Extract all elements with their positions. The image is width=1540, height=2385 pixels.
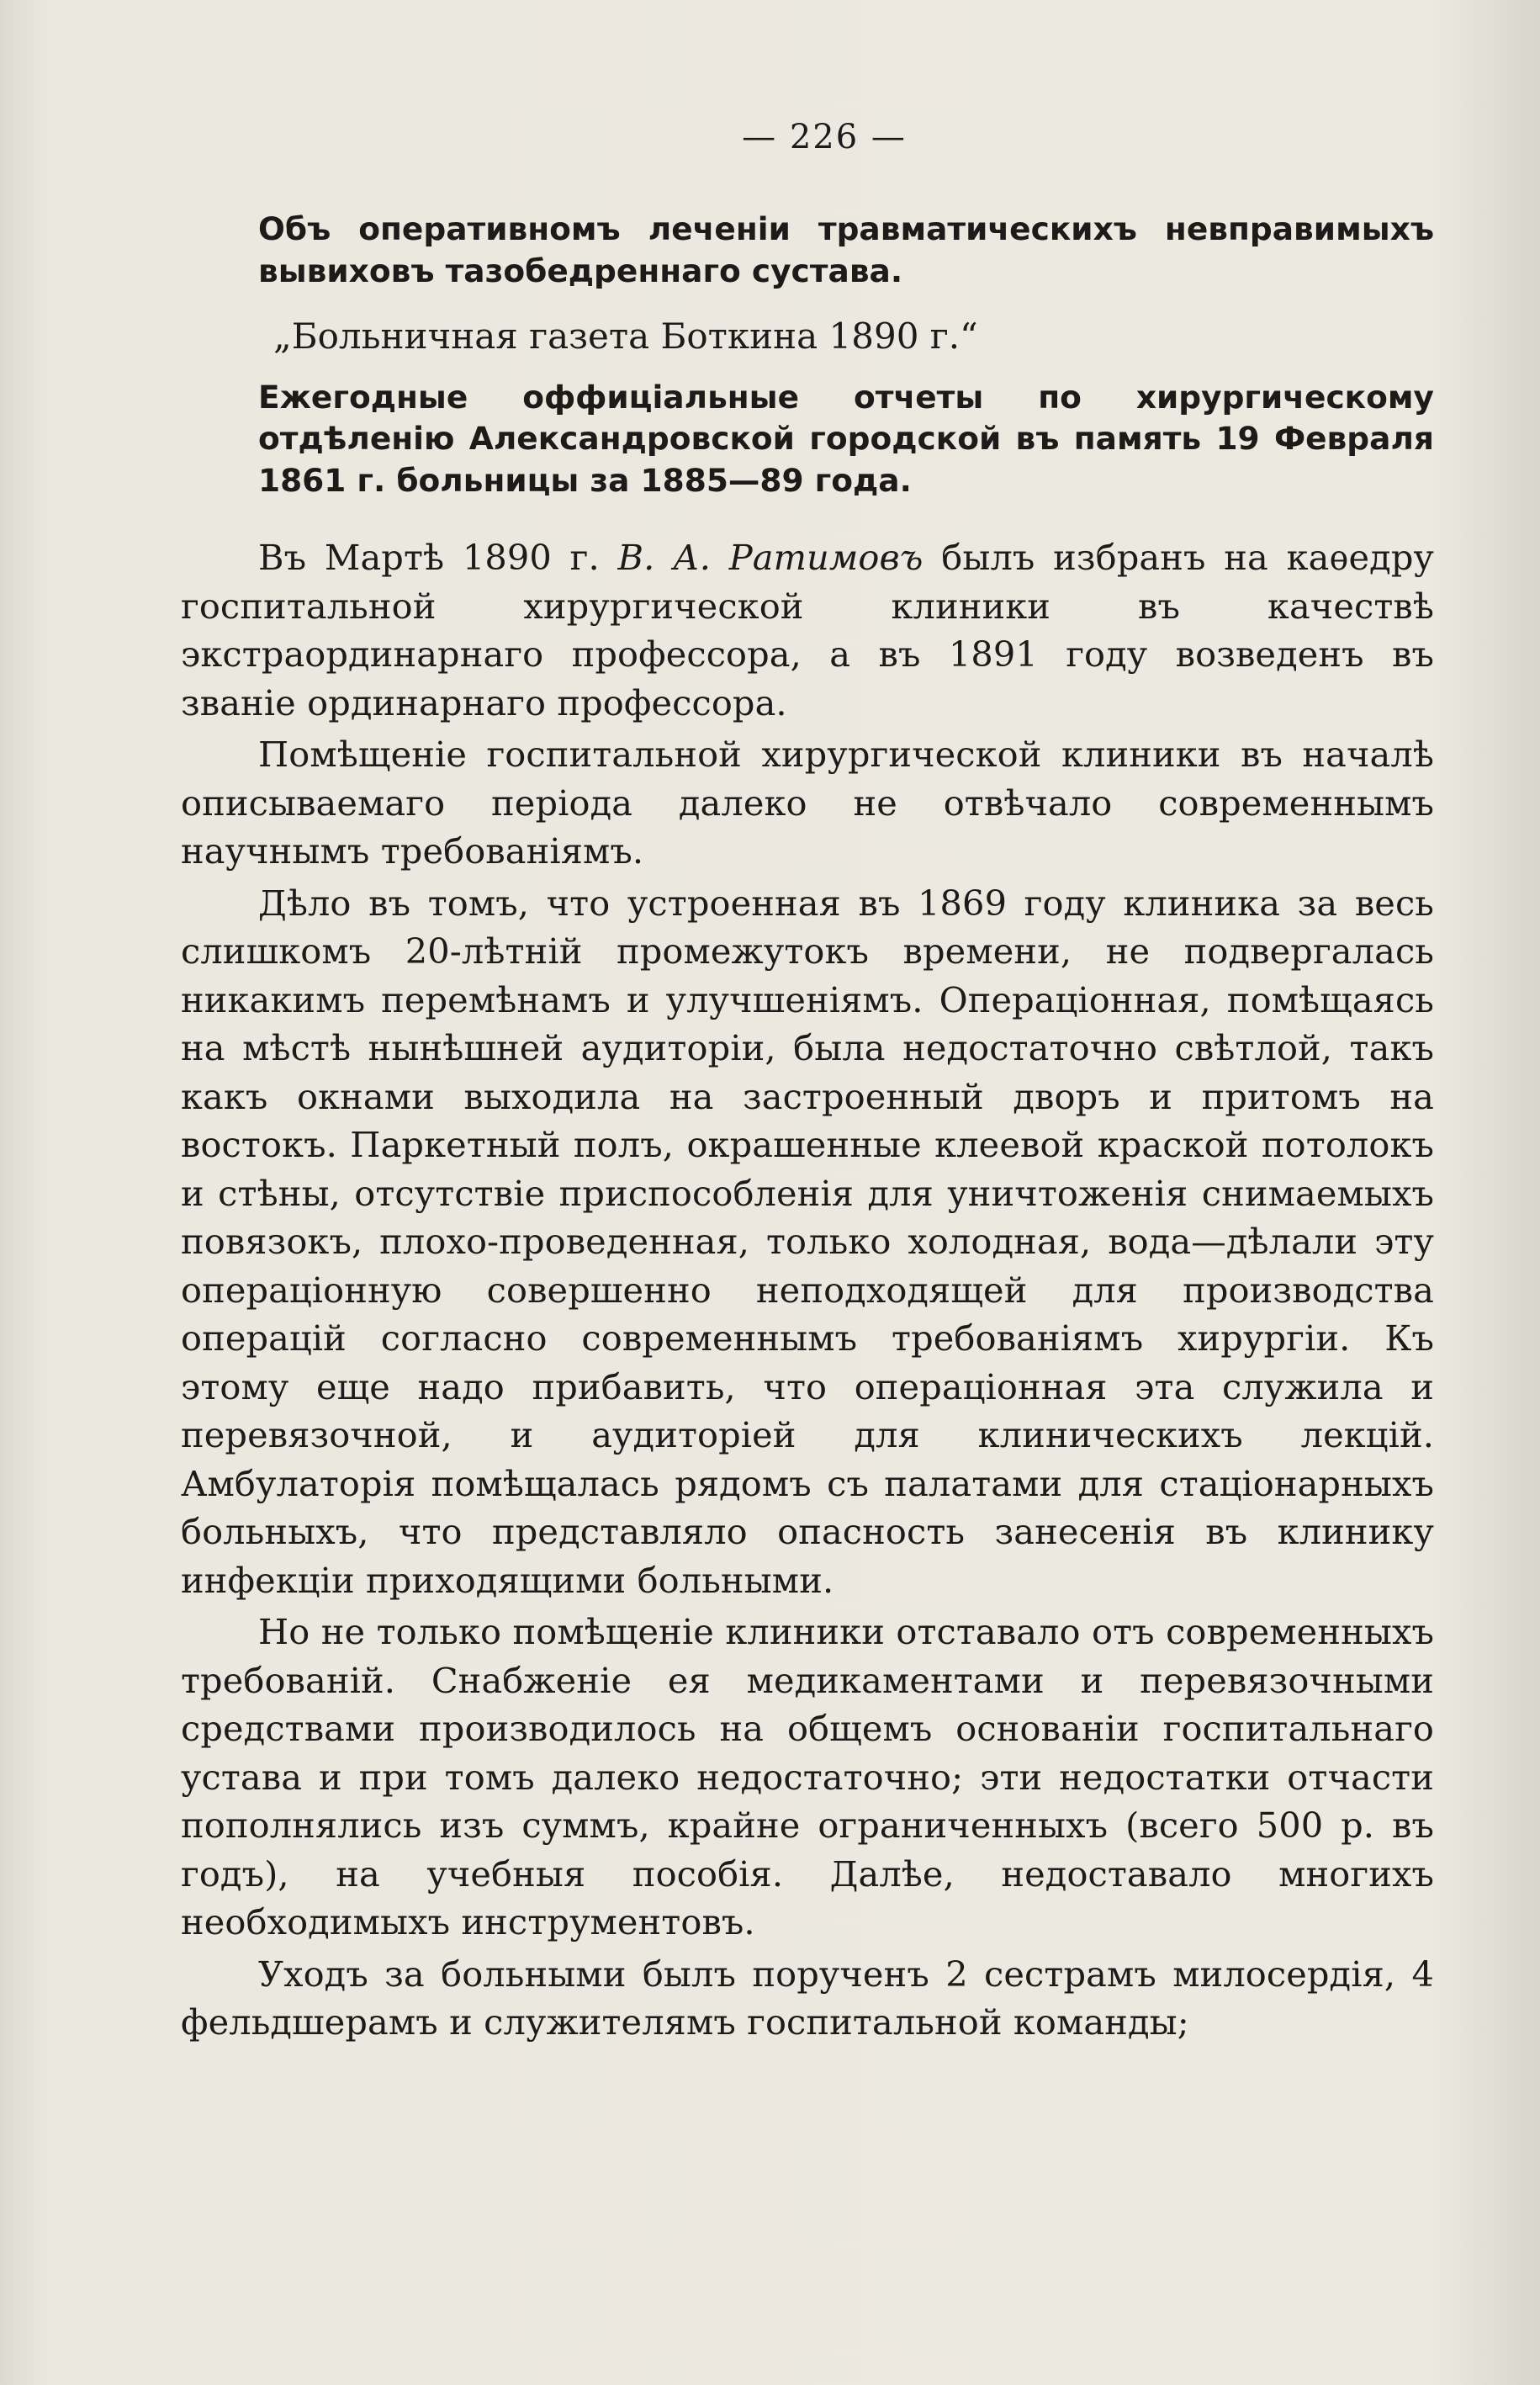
paragraph-1-start: Въ Мартѣ 1890 г. xyxy=(258,537,618,579)
paragraph-3: Дѣло въ томъ, что устроенная въ 1869 году клиника за весь слишкомъ 20-лѣтній промежутокъ времени, не подвергалась никакимъ перемѣнамъ и улучшеніямъ. Операціонная, помѣщаясь на мѣстѣ нынѣшней аудиторіи, была недостаточно свѣтлой, такъ какъ окнами выходила на застроенный дворъ и притомъ на востокъ. Паркетный полъ, окрашенные клеевой краской потолокъ и стѣны, отсутствіе приспособленія для уничтоженія снимаемыхъ повязокъ, плохо-проведенная, только холодная, вода—дѣлали эту операціонную совершенно неподходящей для производства операцій согласно современнымъ требованіямъ хирургіи. Къ этому еще надо прибавить, что операціонная эта служила и перевязочной, и аудиторіей для клиническихъ лекцій. Амбулаторія помѣщалась рядомъ съ палатами для стаціонарныхъ больныхъ, что представляло опасность занесенія въ клинику инфекціи приходящими больными. xyxy=(181,882,1434,1601)
bibliography-entry-2: „Больничная газета Боткина 1890 г.“ xyxy=(273,315,978,357)
page-number: — 226 — xyxy=(742,118,907,156)
paragraph-1 xyxy=(181,533,1434,727)
paragraph-2: Помѣщеніе госпитальной хирургической клиники въ началѣ описываемаго періода далеко не отвѣчало современнымъ научнымъ требованіямъ. xyxy=(181,734,1434,872)
paragraph-5: Уходъ за больными былъ порученъ 2 сестрамъ милосердія, 4 фельдшерамъ и служителямъ госпитальной команды; xyxy=(181,1953,1434,2043)
paragraph-4: Но не только помѣщеніе клиники отставало отъ современныхъ требованій. Снабженіе ея медикаментами и перевязочными средствами производилось на общемъ основаніи госпитальнаго устава и при томъ далеко недостаточно; эти недостатки отчасти пополнялись изъ суммъ, крайне ограниченныхъ (всего 500 р. въ годъ), на учебныя пособія. Далѣе, недоставало многихъ необходимыхъ инструментовъ. xyxy=(181,1611,1434,1943)
bibliography-entry-1: Объ оперативномъ леченіи травматическихъ невправимыхъ вывиховъ тазобедреннаго сустава. xyxy=(258,210,1434,289)
bibliography-entry-3: Ежегодные оффиціальные отчеты по хирургическому отдѣленію Александровской городской въ память 19 Февраля 1861 г. больницы за 1885—89 года. xyxy=(258,378,1434,499)
page-content xyxy=(181,118,1434,2047)
paragraph-1-rest: былъ избранъ на каѳедру госпитальной хирургической клиники въ качествѣ экстраординарнаго профессора, а въ 1891 году возведенъ въ званіе ординарнаго профессора. xyxy=(181,537,1435,723)
author-name: В. А. Ратимовъ xyxy=(617,537,923,579)
